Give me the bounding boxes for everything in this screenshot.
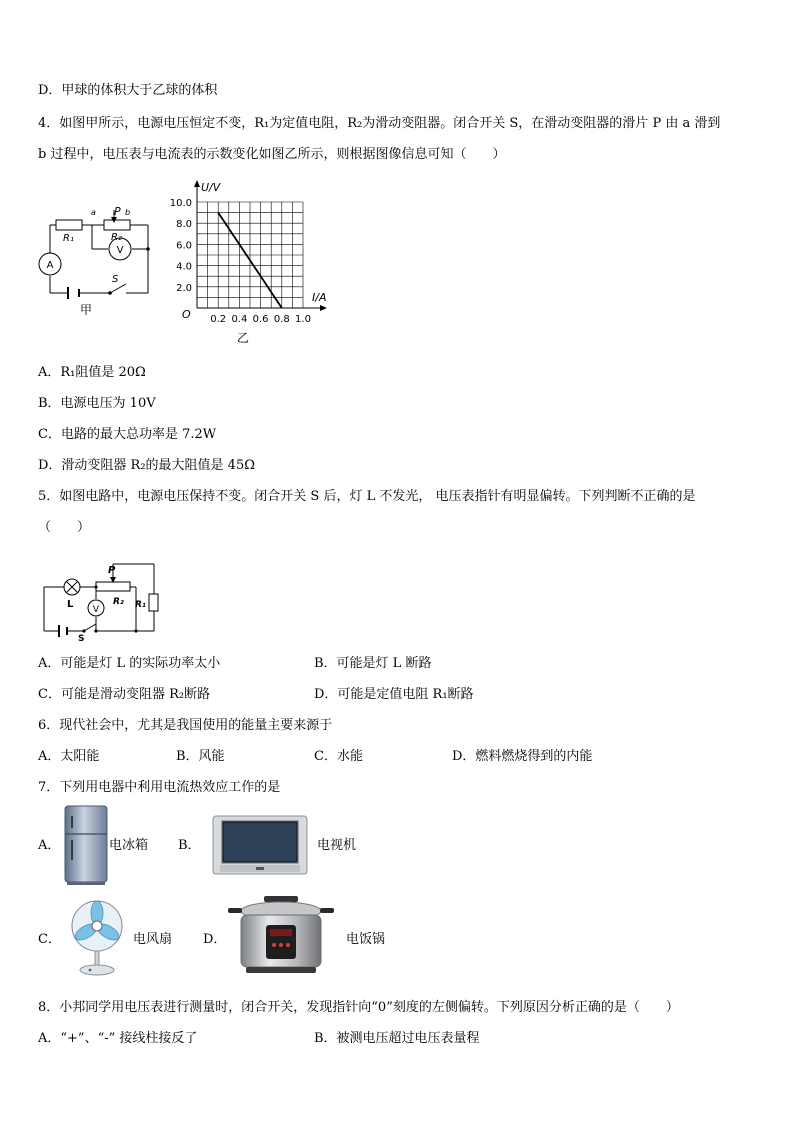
q8-option-a: A．“+”、“-” 接线柱接反了 bbox=[38, 1031, 198, 1046]
q5-stem-line2: （ ） bbox=[38, 520, 91, 535]
q5-option-a: A．可能是灯 L 的实际功率太小 bbox=[38, 656, 221, 671]
switch-icon bbox=[108, 291, 112, 295]
circuit-label-voltmeter: V bbox=[116, 245, 124, 256]
q5-label-l: L bbox=[67, 599, 74, 610]
circuit-label-r2: R₂ bbox=[111, 232, 122, 243]
graph-y-axis-label: U/V bbox=[201, 181, 221, 194]
graph-caption-yi: 乙 bbox=[236, 331, 250, 345]
circuit-label-switch: S bbox=[112, 274, 119, 285]
resistor-r1-icon bbox=[56, 220, 82, 230]
q8-option-b: B．被测电压超过电压表量程 bbox=[314, 1031, 480, 1046]
q4-option-b: B．电源电压为 10V bbox=[38, 396, 156, 411]
q3-option-d: D．甲球的体积大于乙球的体积 bbox=[38, 83, 218, 98]
q6-option-b: B．风能 bbox=[176, 749, 225, 764]
q5-label-p: P bbox=[108, 565, 116, 576]
x-tick-label: 0.4 bbox=[231, 314, 248, 325]
rheostat-r2-icon bbox=[96, 582, 130, 591]
q4-option-c: C．电路的最大总功率是 7.2W bbox=[38, 427, 217, 442]
q7-option-b-letter: B． bbox=[178, 838, 201, 853]
q7-option-a-label: 电冰箱 bbox=[109, 838, 149, 853]
q7-option-d-letter: D． bbox=[203, 932, 227, 947]
resistor-r1-icon bbox=[149, 594, 158, 611]
q4-stem-line2: b 过程中，电压表与电流表的示数变化如图乙所示，则根据图像信息可知（ ） bbox=[38, 147, 506, 162]
q5-label-r2: R₂ bbox=[113, 597, 124, 607]
q5-label-v: V bbox=[92, 605, 100, 615]
q4-circuit-diagram bbox=[34, 198, 160, 320]
q7-option-c-letter: C． bbox=[38, 932, 61, 947]
q4-option-d: D．滑动变阻器 R₂的最大阻值是 45Ω bbox=[38, 458, 256, 473]
rice-cooker-icon bbox=[226, 893, 336, 977]
graph-origin-label: O bbox=[182, 308, 191, 321]
switch-icon bbox=[82, 629, 85, 632]
q5-option-d: D．可能是定值电阻 R₁断路 bbox=[314, 687, 474, 702]
circuit-label-p: P bbox=[114, 205, 121, 218]
q4-stem-line1: 4．如图甲所示，电源电压恒定不变，R₁为定值电阻，R₂为滑动变阻器。闭合开关 S，在滑动变阻器的滑片 P 由 a 滑到 bbox=[38, 116, 721, 131]
q5-label-r1: R₁ bbox=[135, 600, 146, 610]
television-icon bbox=[212, 815, 308, 877]
q6-option-c: C．水能 bbox=[314, 749, 363, 764]
x-axis-arrow-icon bbox=[320, 305, 327, 311]
electric-fan-icon bbox=[66, 899, 128, 977]
q5-option-b: B．可能是灯 L 断路 bbox=[314, 656, 432, 671]
q5-option-c: C．可能是滑动变阻器 R₂断路 bbox=[38, 687, 211, 702]
q6-option-a: A．太阳能 bbox=[38, 749, 100, 764]
rheostat-r2-icon bbox=[104, 220, 130, 230]
q6-option-d: D．燃料燃烧得到的内能 bbox=[452, 749, 593, 764]
x-tick-label: 1.0 bbox=[295, 314, 311, 325]
q7-option-b-label: 电视机 bbox=[317, 838, 357, 853]
q7-option-a-letter: A． bbox=[38, 838, 61, 853]
x-tick-label: 0.6 bbox=[252, 314, 269, 325]
circuit-label-a: a bbox=[91, 208, 96, 217]
circuit-caption-jia: 甲 bbox=[80, 303, 93, 317]
graph-x-axis-label: I/A bbox=[312, 291, 327, 304]
x-tick-label: 0.8 bbox=[273, 314, 290, 325]
q4-ui-graph bbox=[165, 174, 345, 346]
q7-option-d-label: 电饭锅 bbox=[346, 932, 386, 947]
circuit-label-r1: R₁ bbox=[63, 233, 74, 244]
y-tick-label: 6.0 bbox=[176, 240, 192, 252]
q5-stem-line1: 5．如图电路中，电源电压保持不变。闭合开关 S 后，灯 L 不发光， 电压表指针有明显偏转。下列判断不正确的是 bbox=[38, 489, 696, 504]
refrigerator-icon bbox=[62, 804, 110, 886]
q5-circuit-diagram bbox=[40, 560, 162, 642]
q4-option-a: A．R₁阻值是 20Ω bbox=[38, 365, 146, 380]
q7-option-c-label: 电风扇 bbox=[133, 932, 173, 947]
circuit-label-ammeter: A bbox=[46, 260, 54, 271]
y-tick-label: 10.0 bbox=[169, 198, 192, 209]
circuit-label-b: b bbox=[125, 208, 131, 217]
y-tick-label: 4.0 bbox=[176, 261, 192, 273]
q7-stem: 7．下列用电器中利用电流热效应工作的是 bbox=[38, 780, 281, 795]
y-tick-label: 2.0 bbox=[176, 282, 192, 294]
x-tick-label: 0.2 bbox=[210, 314, 227, 325]
q6-stem: 6．现代社会中，尤其是我国使用的能量主要来源于 bbox=[38, 718, 333, 733]
q8-stem: 8．小邦同学用电压表进行测量时，闭合开关，发现指针向“0”刻度的左侧偏转。下列原因分析正确的是（ ） bbox=[38, 1000, 679, 1015]
q5-label-s: S bbox=[78, 634, 85, 642]
y-tick-label: 8.0 bbox=[176, 219, 192, 231]
y-axis-arrow-icon bbox=[194, 180, 200, 187]
